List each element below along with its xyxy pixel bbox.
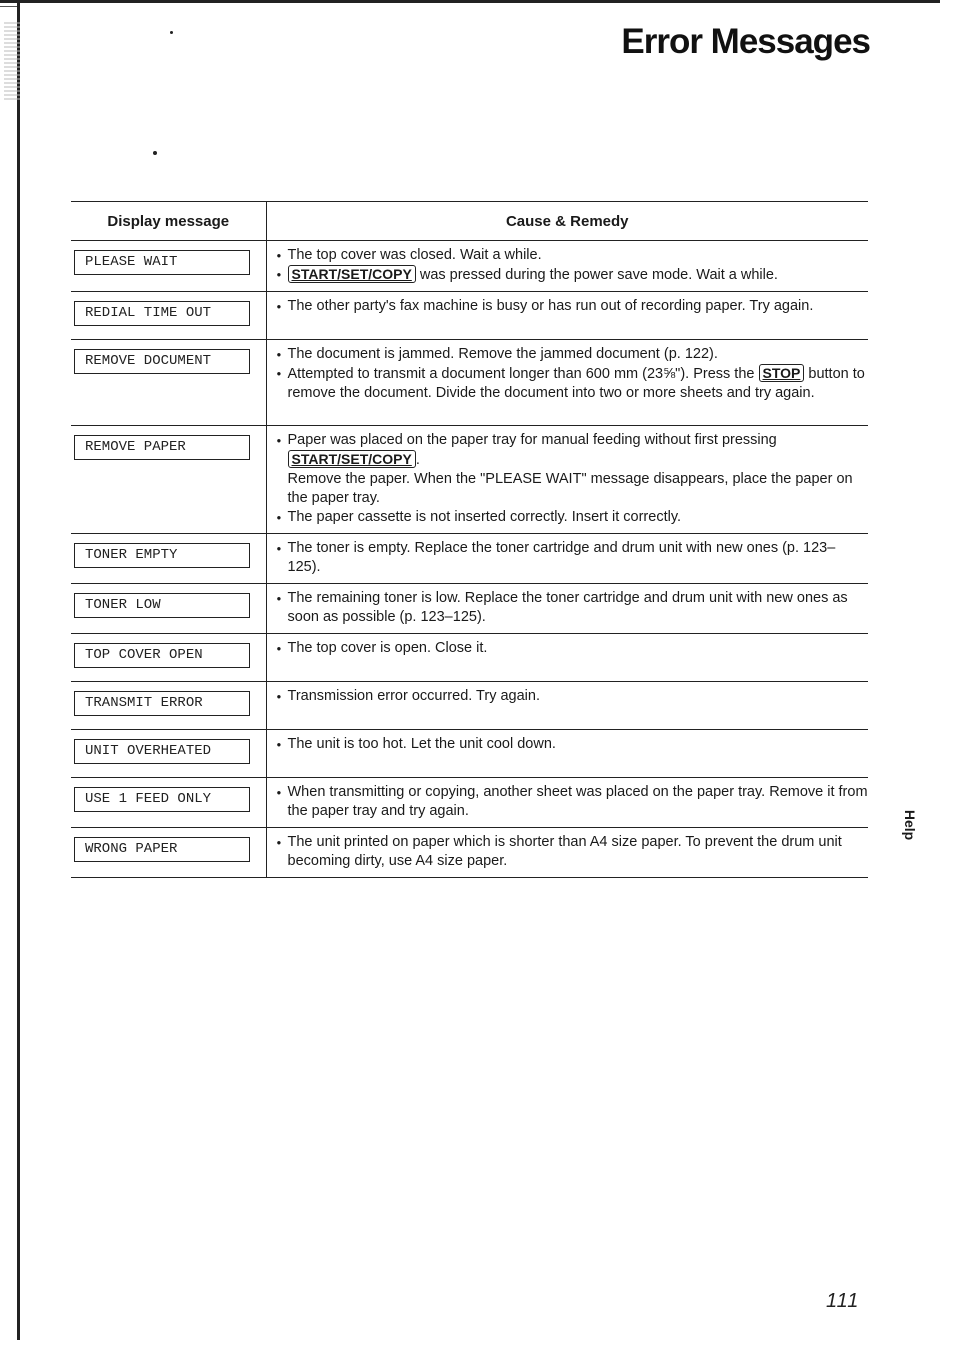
help-side-tab-label: Help bbox=[902, 809, 918, 841]
display-message-cell bbox=[71, 828, 266, 878]
remedy-text: Paper was placed on the paper tray for manual feeding without first pressing bbox=[287, 432, 777, 448]
remedy-text: The top cover was closed. Wait a while. bbox=[287, 247, 542, 263]
remedy-bullet bbox=[277, 431, 869, 470]
remedy-bullet bbox=[277, 246, 869, 265]
display-message-cell bbox=[71, 730, 266, 778]
lcd-message: REMOVE PAPER bbox=[74, 435, 250, 460]
remedy-text: The remaining toner is low. Replace the toner cartridge and drum unit with new ones as soon as possible (p. 123–125). bbox=[287, 590, 848, 625]
remedy-bullet bbox=[277, 833, 869, 871]
remedy-text: The unit printed on paper which is shorter than A4 size paper. To prevent the drum unit becoming dirty, use A4 size paper. bbox=[287, 834, 842, 869]
top-border-rule bbox=[0, 0, 940, 3]
remedy-text: The top cover is open. Close it. bbox=[287, 640, 488, 656]
remedy-text: Transmission error occurred. Try again. bbox=[287, 688, 540, 704]
remedy-text: The toner is empty. Replace the toner cartridge and drum unit with new ones (p. 123–125). bbox=[287, 540, 836, 575]
error-messages-table bbox=[71, 201, 868, 878]
remedy-cell bbox=[266, 534, 868, 584]
speck bbox=[170, 31, 173, 34]
remedy-cell bbox=[266, 778, 868, 828]
display-message-cell bbox=[71, 426, 266, 534]
display-message-cell bbox=[71, 241, 266, 292]
lcd-message: USE 1 FEED ONLY bbox=[74, 787, 250, 812]
remedy-bullet bbox=[277, 735, 869, 754]
remedy-bullet bbox=[277, 508, 869, 527]
remedy-cell bbox=[266, 292, 868, 340]
lcd-message: TRANSMIT ERROR bbox=[74, 691, 250, 716]
remedy-bullet bbox=[277, 783, 869, 821]
table-row bbox=[71, 292, 868, 340]
page-number: 111 bbox=[826, 1290, 860, 1312]
table-row bbox=[71, 634, 868, 682]
remedy-cell bbox=[266, 730, 868, 778]
table-row bbox=[71, 730, 868, 778]
remedy-cell bbox=[266, 426, 868, 534]
table-row bbox=[71, 584, 868, 634]
remedy-text: button to remove the document. Divide the document into two or more sheets and try again. bbox=[287, 366, 865, 401]
lcd-message: UNIT OVERHEATED bbox=[74, 739, 250, 764]
header-display-message: Display message bbox=[71, 202, 266, 241]
remedy-text: was pressed during the power save mode. Wait a while. bbox=[415, 267, 778, 283]
remedy-bullet bbox=[277, 687, 869, 706]
display-message-cell bbox=[71, 778, 266, 828]
header-cause-remedy: Cause & Remedy bbox=[266, 202, 868, 241]
display-message-cell bbox=[71, 682, 266, 730]
table-row bbox=[71, 340, 868, 426]
lcd-message: REDIAL TIME OUT bbox=[74, 301, 250, 326]
table-header-row bbox=[71, 202, 868, 241]
remedy-text: The unit is too hot. Let the unit cool down. bbox=[287, 736, 556, 752]
remedy-cell bbox=[266, 241, 868, 292]
table-row bbox=[71, 241, 868, 292]
display-message-cell bbox=[71, 534, 266, 584]
remedy-text: The paper cassette is not inserted correctly. Insert it correctly. bbox=[287, 509, 682, 525]
remedy-text: When transmitting or copying, another sheet was placed on the paper tray. Remove it from the paper tray and try again. bbox=[287, 784, 868, 819]
table-row bbox=[71, 426, 868, 534]
table-row bbox=[71, 828, 868, 878]
table-row bbox=[71, 534, 868, 584]
binding-edge bbox=[17, 0, 20, 1340]
remedy-continuation: Remove the paper. When the "PLEASE WAIT" message disappears, place the paper on the paper tray. bbox=[287, 471, 853, 506]
remedy-bullet bbox=[277, 297, 869, 316]
remedy-bullet bbox=[277, 589, 869, 627]
lcd-message: TOP COVER OPEN bbox=[74, 643, 250, 668]
remedy-cell bbox=[266, 584, 868, 634]
display-message-cell bbox=[71, 634, 266, 682]
stop-key: STOP bbox=[759, 364, 805, 382]
speck bbox=[153, 151, 157, 155]
remedy-cell bbox=[266, 682, 868, 730]
start-set-copy-key: START/SET/COPY bbox=[288, 265, 416, 283]
remedy-bullet bbox=[277, 265, 869, 285]
remedy-bullet bbox=[277, 539, 869, 577]
remedy-bullet bbox=[277, 345, 869, 364]
display-message-cell bbox=[71, 292, 266, 340]
lcd-message: REMOVE DOCUMENT bbox=[74, 349, 250, 374]
table-row bbox=[71, 682, 868, 730]
lcd-message: TONER LOW bbox=[74, 593, 250, 618]
lcd-message: TONER EMPTY bbox=[74, 543, 250, 568]
remedy-cell bbox=[266, 634, 868, 682]
table-row bbox=[71, 778, 868, 828]
remedy-cell bbox=[266, 340, 868, 426]
remedy-text: The other party's fax machine is busy or has run out of recording paper. Try again. bbox=[287, 298, 814, 314]
help-side-tab bbox=[893, 805, 927, 845]
remedy-text: The document is jammed. Remove the jammed document (p. 122). bbox=[287, 346, 718, 362]
display-message-cell bbox=[71, 340, 266, 426]
remedy-text: . bbox=[415, 452, 420, 468]
binding-edge-shading bbox=[4, 20, 20, 100]
lcd-message: WRONG PAPER bbox=[74, 837, 250, 862]
remedy-bullet bbox=[277, 639, 869, 658]
page-title: Error Messages bbox=[621, 22, 870, 61]
remedy-text: Attempted to transmit a document longer than 600 mm (23⅝"). Press the bbox=[287, 366, 759, 382]
display-message-cell bbox=[71, 584, 266, 634]
start-set-copy-key: START/SET/COPY bbox=[288, 450, 416, 468]
remedy-cell bbox=[266, 828, 868, 878]
remedy-bullet bbox=[277, 364, 869, 403]
lcd-message: PLEASE WAIT bbox=[74, 250, 250, 275]
